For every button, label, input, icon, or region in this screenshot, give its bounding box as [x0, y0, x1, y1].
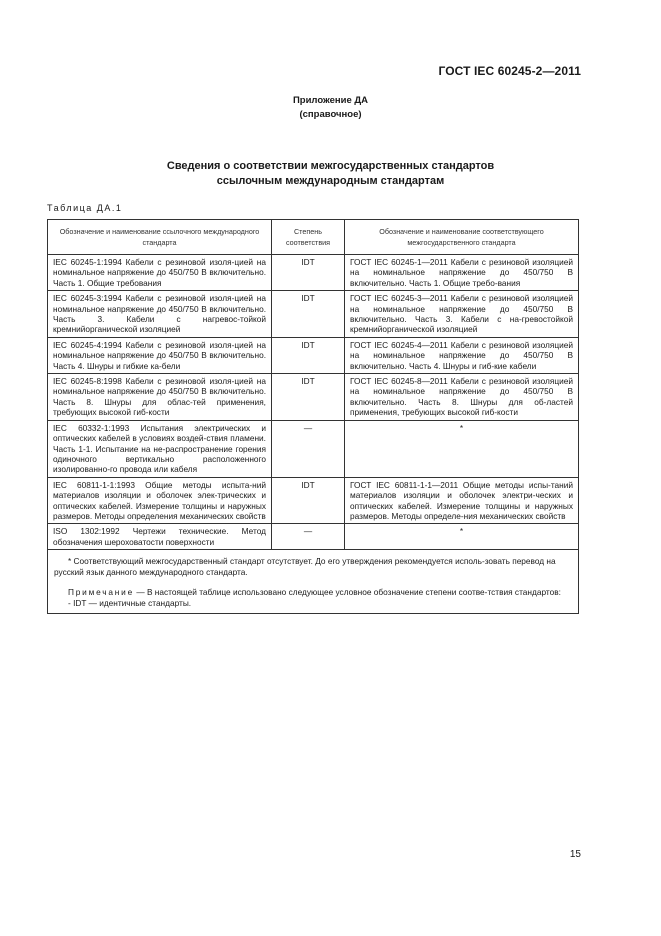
cell-degree: IDT — [272, 337, 345, 373]
cell-degree: IDT — [272, 291, 345, 338]
cell-international-standard: IEC 60245-4:1994 Кабели с резиновой изоля-цией на номинальное напряжение до 450/750 В включительно. Часть 4. Шнуры и гибкие ка-бели — [48, 337, 272, 373]
cell-interstate-standard: * — [345, 524, 579, 550]
cell-international-standard: IEC 60245-3:1994 Кабели с резиновой изоля-цией на номинальное напряжение до 450/750 В включительно. Часть 3. Кабели с нагревос-тойкой кремнийорганической изоляцией — [48, 291, 272, 338]
cell-degree: — — [272, 420, 345, 477]
table-row — [48, 524, 579, 550]
column-header-degree: Степень соответствия — [272, 220, 345, 255]
cell-international-standard: ISO 1302:1992 Чертежи технические. Метод обозначения шероховатости поверхности — [48, 524, 272, 550]
cell-international-standard: IEC 60245-8:1998 Кабели с резиновой изоля-цией на номинальное напряжение до 450/750 В включительно. Часть 8. Шнуры для облас-тей применения, требующих высокой гиб-кости — [48, 374, 272, 421]
table-footnote-row — [48, 550, 579, 613]
cell-international-standard: IEC 60245-1:1994 Кабели с резиновой изоля-цией на номинальное напряжение до 450/750 В включительно. Часть 1. Общие требования — [48, 255, 272, 291]
page-number: 15 — [569, 849, 581, 860]
cell-degree: IDT — [272, 477, 345, 524]
table-label: Таблица ДА.1 — [47, 203, 123, 213]
cell-degree: IDT — [272, 255, 345, 291]
cell-interstate-standard: ГОСТ IEC 60245-1—2011 Кабели с резиновой изоляцией на номинальное напряжение до 450/750 В включительно. Часть 1. Общие требо-вания — [345, 255, 579, 291]
column-header-international: Обозначение и наименование ссылочного международного стандарта — [48, 220, 272, 255]
footnote-cell — [48, 550, 579, 613]
annex-header — [0, 94, 661, 122]
cell-interstate-standard: ГОСТ IEC 60245-3—2011 Кабели с резиновой изоляцией на номинальное напряжение до 450/750 В включительно. Часть 3. Кабели с на-гревостойкой кремнийорганической изоляцией — [345, 291, 579, 338]
cell-degree: — — [272, 524, 345, 550]
table-row — [48, 255, 579, 291]
cell-interstate-standard: * — [345, 420, 579, 477]
annex-subtitle: (справочное) — [299, 109, 362, 120]
note — [54, 587, 572, 598]
cell-interstate-standard: ГОСТ IEC 60245-8—2011 Кабели с резиновой изоляцией на номинальное напряжение до 450/750 В включительно. Часть 8. Шнуры для об-ластей применения, требующих высокой гиб-кости — [345, 374, 579, 421]
cell-interstate-standard: ГОСТ IEC 60245-4—2011 Кабели с резиновой изоляцией на номинальное напряжение до 450/750 В включительно. Часть 4. Шнуры и гиб-кие кабели — [345, 337, 579, 373]
table-row — [48, 374, 579, 421]
heading-line-1: Сведения о соответствии межгосударственных стандартов — [166, 160, 495, 172]
cell-degree: IDT — [272, 374, 345, 421]
table-row — [48, 420, 579, 477]
cell-interstate-standard: ГОСТ IEC 60811-1-1—2011 Общие методы испы-таний материалов изоляции и оболочек электри-ческих и оптических кабелей. Измерение толщины и наружных размеров. Методы определе-ния механических свойств — [345, 477, 579, 524]
cell-international-standard: IEC 60332-1:1993 Испытания электрических и оптических кабелей в условиях воздей-ствия пламени. Часть 1-1. Испытание на не-распространение горения одиночного вертикально расположенного изолированно-го провода или кабеля — [48, 420, 272, 477]
note-item: - IDT — идентичные стандарты. — [68, 597, 192, 608]
heading-line-2: ссылочным международным стандартам — [216, 175, 445, 187]
section-heading — [0, 159, 661, 189]
table-row — [48, 477, 579, 524]
note-label: Примечание — [68, 587, 135, 598]
cell-international-standard: IEC 60811-1-1:1993 Общие методы испыта-ний материалов изоляции и оболочек элек-трических и оптических кабелей. Измерение толщины и наружных размеров. Методы определения механических свойств — [48, 477, 272, 524]
note-text: — В настоящей таблице использовано следующее условное обозначение степени соотве-тствия стандартов: — [134, 587, 561, 598]
column-header-interstate: Обозначение и наименование соответствующего межгосударственного стандарта — [345, 220, 579, 255]
annex-title: Приложение ДА — [292, 95, 369, 106]
table-row — [48, 291, 579, 338]
document-code: ГОСТ IEC 60245-2—2011 — [438, 64, 581, 78]
table-header-row — [48, 220, 579, 255]
table-row — [48, 337, 579, 373]
correspondence-table — [47, 219, 579, 614]
footnote: * Соответствующий межгосударственный стандарт отсутствует. До его утверждения рекомендуется исполь-зовать перевод на русский язык данного международного стандарта. — [54, 556, 556, 577]
